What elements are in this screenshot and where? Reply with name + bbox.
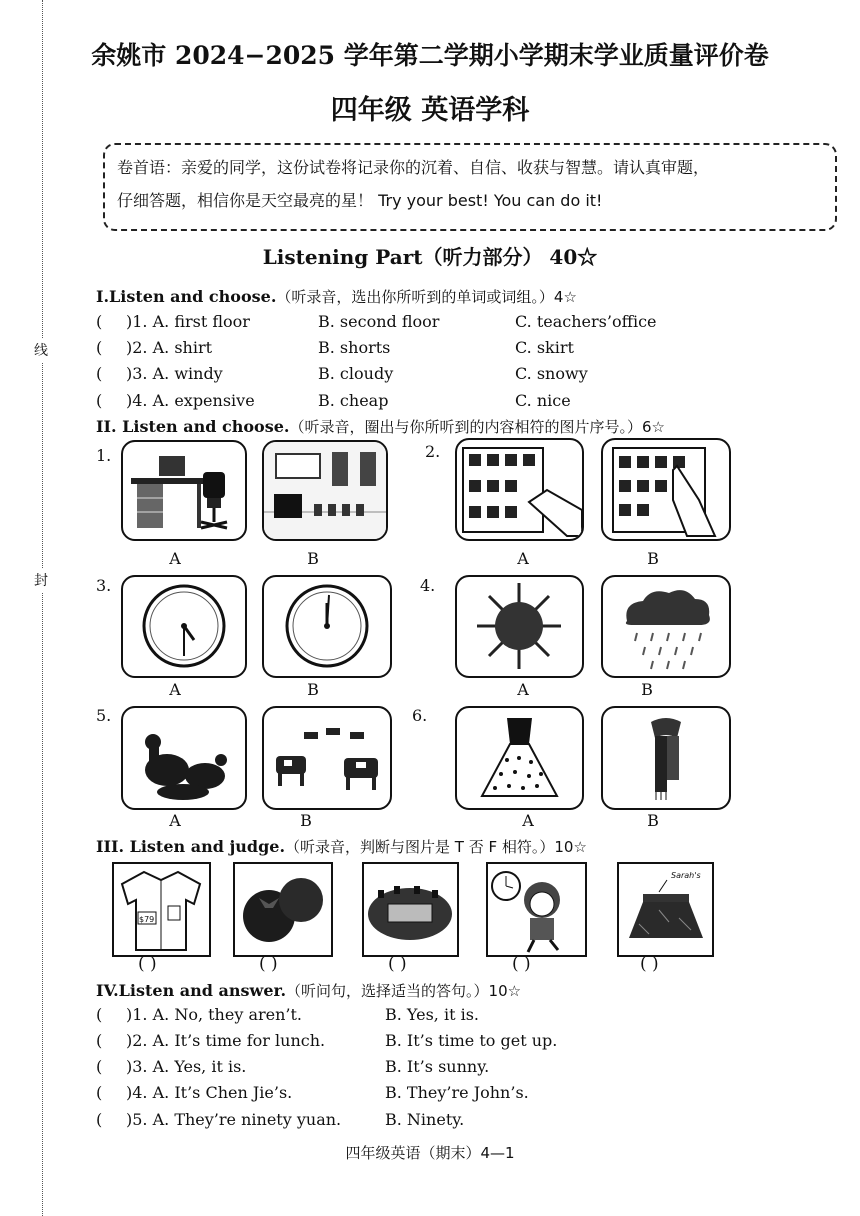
price-tag: $79: [139, 915, 155, 924]
exam-title: 余姚市 2024−2025 学年第二学期小学期末学业质量评价卷: [91, 41, 769, 70]
part-heading: Listening Part（听力部分） 40☆: [262, 245, 598, 269]
s1-q3-a: )3. A. windy: [126, 364, 223, 383]
preface-line-1: 卷首语：亲爱的同学，这份试卷将记录你的沉着、自信、收获与智慧。请认真审题，: [117, 158, 710, 177]
s2-label-5a: A: [169, 811, 181, 830]
section4-instruction: （听问句，选择适当的答句。）10☆: [286, 982, 522, 1000]
tomatoes-picture: [233, 862, 333, 957]
s4-q2-a: )2. A. It’s time for lunch.: [126, 1031, 326, 1050]
s1-q2-b: B. shorts: [318, 338, 391, 357]
s3-answer-1[interactable]: ( ): [138, 954, 157, 974]
s2-label-3a: A: [169, 680, 181, 699]
section2-instruction: （听录音，圈出与你所听到的内容相符的图片序号。）6☆: [289, 418, 665, 436]
s2-label-6a: A: [522, 811, 534, 830]
boy-clock-picture: [486, 862, 587, 957]
sun-picture: [455, 575, 584, 678]
section1-heading: [96, 286, 577, 307]
s3-answer-3[interactable]: ( ): [388, 954, 407, 974]
rain-picture: [601, 575, 731, 678]
page-footer: 四年级英语（期末）4—1: [345, 1144, 515, 1162]
desk-picture: [121, 440, 247, 541]
s1-q3: (: [96, 364, 103, 383]
s2-label-6b: B: [647, 811, 659, 830]
s1-q1-b: B. second floor: [318, 312, 440, 331]
section2-title: II. Listen and choose.: [96, 417, 290, 436]
section4-title: IV.Listen and answer.: [96, 981, 287, 1000]
clock-430-picture: [121, 575, 247, 678]
s2-num-3: 3.: [96, 576, 112, 595]
s3-answer-4[interactable]: ( ): [512, 954, 531, 974]
section3-instruction: （听录音，判断与图片是 T 否 F 相符。）10☆: [285, 838, 587, 856]
exam-subtitle: 四年级 英语学科: [330, 95, 530, 126]
dress-picture: [455, 706, 584, 810]
s1-q2-a: )2. A. shirt: [126, 338, 213, 357]
section1-title: I.Listen and choose.: [96, 287, 277, 306]
s2-label-4b: B: [641, 680, 653, 699]
s2-num-1: 1.: [96, 446, 112, 465]
binding-line: [42, 0, 43, 1216]
s4-q4-b: B. They’re John’s.: [385, 1083, 529, 1102]
s2-label-5b: B: [300, 811, 312, 830]
s1-q1-c: C. teachers’office: [515, 312, 657, 331]
s2-label-2b: B: [647, 549, 659, 568]
s1-q1: (: [96, 312, 103, 331]
building-touch-picture: [601, 438, 731, 541]
s1-q4-c: C. nice: [515, 391, 571, 410]
s4-q5-b: B. Ninety.: [385, 1110, 465, 1129]
s4-q1: (: [96, 1005, 103, 1024]
s1-q2-c: C. skirt: [515, 338, 574, 357]
s1-q4: (: [96, 391, 103, 410]
s4-q5: (: [96, 1110, 103, 1129]
shirt-picture: [112, 862, 211, 957]
s2-num-2: 2.: [425, 442, 441, 461]
preface-box: [103, 143, 837, 231]
s4-q3-a: )3. A. Yes, it is.: [126, 1057, 247, 1076]
s4-q3: (: [96, 1057, 103, 1076]
s2-num-4: 4.: [420, 576, 436, 595]
s4-q3-b: B. It’s sunny.: [385, 1057, 490, 1076]
s2-num-6: 6.: [412, 706, 428, 725]
s4-q1-a: )1. A. No, they aren’t.: [126, 1005, 303, 1024]
skirt-name-tag: Sarah's: [671, 871, 701, 880]
s4-q5-a: )5. A. They’re ninety yuan.: [126, 1110, 342, 1129]
farm-model-picture: [362, 862, 459, 957]
s2-label-1b: B: [307, 549, 319, 568]
s2-label-4a: A: [517, 680, 529, 699]
clock-1200-picture: [262, 575, 392, 678]
s1-q1-a: )1. A. first floor: [126, 312, 250, 331]
s2-num-5: 5.: [96, 706, 112, 725]
s3-answer-5[interactable]: ( ): [640, 954, 659, 974]
s4-q2-b: B. It’s time to get up.: [385, 1031, 558, 1050]
s1-q2: (: [96, 338, 103, 357]
s1-q4-a: )4. A. expensive: [126, 391, 255, 410]
s4-q4-a: )4. A. It’s Chen Jie’s.: [126, 1083, 293, 1102]
margin-label-seal: 封: [34, 568, 48, 592]
section2-heading: [96, 416, 665, 437]
s4-q1-b: B. Yes, it is.: [385, 1005, 479, 1024]
building-pointing-picture: [455, 438, 584, 541]
hens-picture: [121, 706, 247, 810]
section3-title: III. Listen and judge.: [96, 837, 286, 856]
s4-q2: (: [96, 1031, 103, 1050]
s2-label-1a: A: [169, 549, 181, 568]
s2-label-3b: B: [307, 680, 319, 699]
section4-heading: [96, 980, 521, 1001]
s3-answer-2[interactable]: ( ): [259, 954, 278, 974]
s1-q3-c: C. snowy: [515, 364, 588, 383]
cows-picture: [262, 706, 392, 810]
section1-instruction: （听录音，选出你所听到的单词或词组。）4☆: [276, 288, 577, 306]
s1-q3-b: B. cloudy: [318, 364, 394, 383]
section3-heading: [96, 836, 587, 857]
music-room-picture: [262, 440, 388, 541]
scarf-picture: [601, 706, 731, 810]
s2-label-2a: A: [517, 549, 529, 568]
preface-line-2: 仔细答题，相信你是天空最亮的星！ Try your best! You can do it!: [117, 191, 603, 210]
skirt-picture: [617, 862, 714, 957]
s4-q4: (: [96, 1083, 103, 1102]
s1-q4-b: B. cheap: [318, 391, 389, 410]
margin-label-line: 线: [34, 338, 48, 362]
